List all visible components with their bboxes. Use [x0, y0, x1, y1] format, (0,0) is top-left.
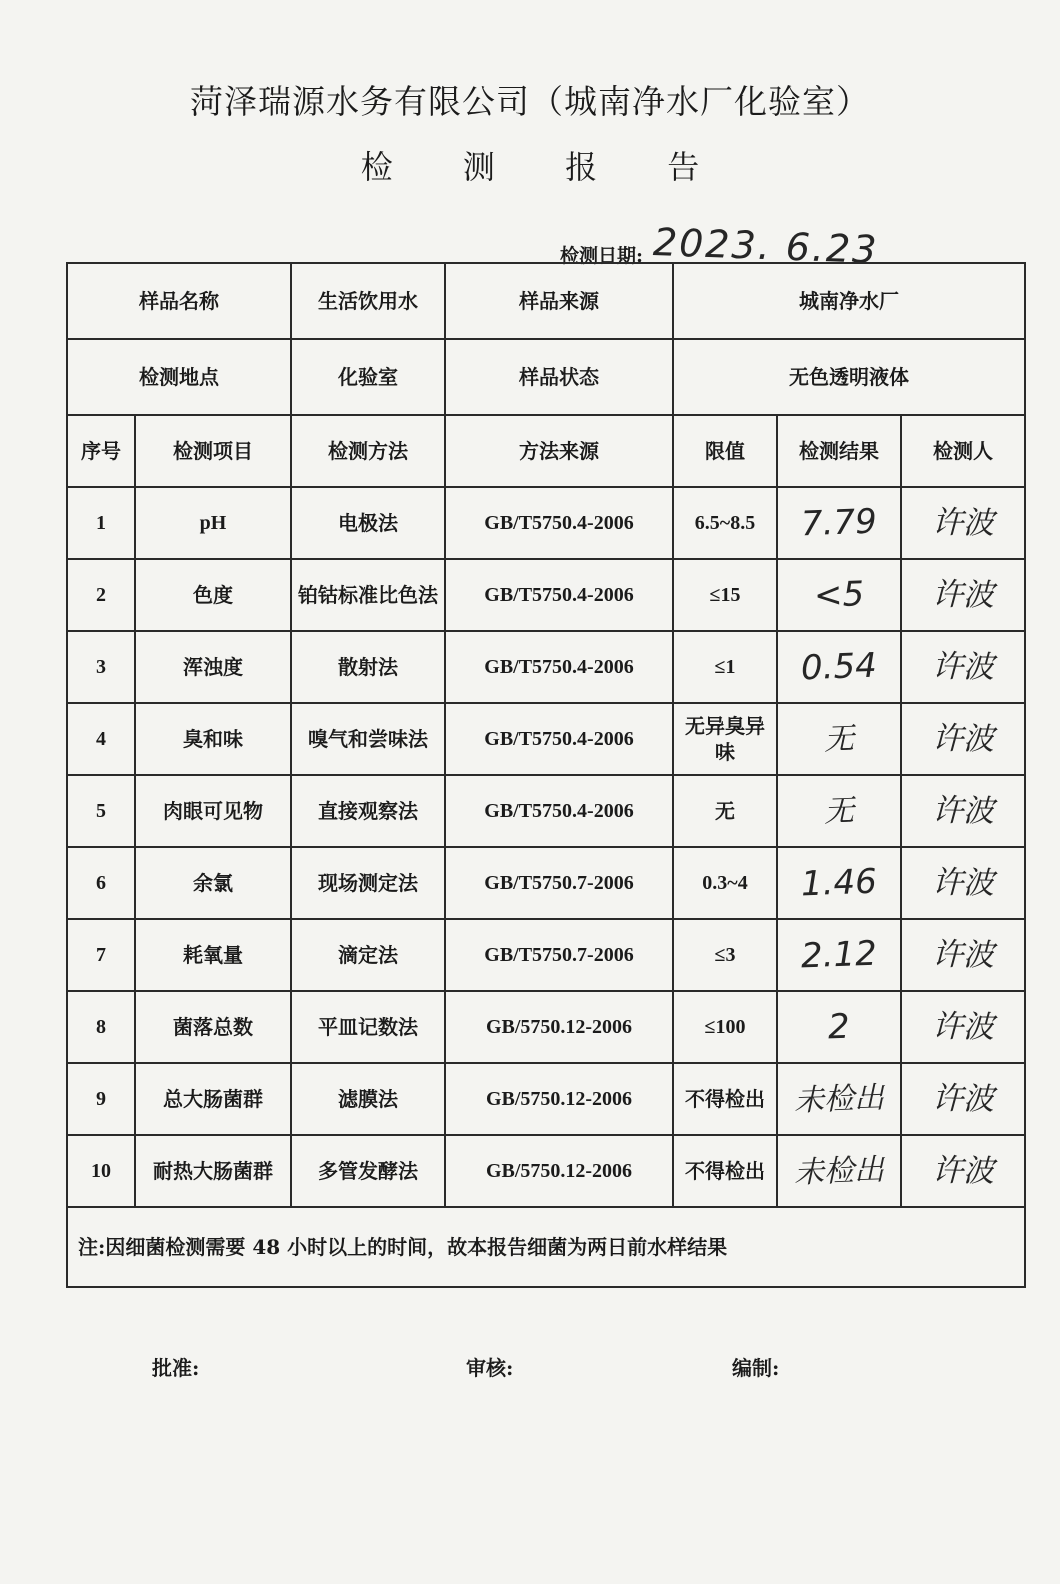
col-header-result: 检测结果	[777, 415, 901, 487]
row-method: 散射法	[291, 631, 445, 703]
row-item: 耐热大肠菌群	[135, 1135, 291, 1207]
table-row	[67, 991, 1025, 1063]
col-header-source: 方法来源	[445, 415, 673, 487]
test-date-label: 检测日期:	[560, 245, 644, 267]
row-no: 9	[67, 1063, 135, 1135]
test-date-row	[560, 218, 880, 272]
row-item: 耗氧量	[135, 919, 291, 991]
row-result-text: 无	[823, 792, 855, 830]
row-tester-text: 许波	[931, 576, 995, 614]
row-tester	[901, 703, 1025, 775]
row-result-text: 7.79	[800, 501, 878, 545]
row-limit: 6.5~8.5	[673, 487, 777, 559]
row-limit: ≤100	[673, 991, 777, 1063]
row-result	[777, 1063, 901, 1135]
row-item: 臭和味	[135, 703, 291, 775]
row-tester-text: 许波	[931, 1008, 995, 1046]
row-result	[777, 559, 901, 631]
row-result-text: 无	[823, 720, 855, 758]
sample-source-label: 样品来源	[445, 263, 673, 339]
row-method: 滤膜法	[291, 1063, 445, 1135]
row-source: GB/5750.12-2006	[445, 1135, 673, 1207]
sample-name-label: 样品名称	[67, 263, 291, 339]
table-row	[67, 847, 1025, 919]
info-row-1	[67, 263, 1025, 339]
row-result-text: 未检出	[793, 1151, 885, 1191]
row-source: GB/T5750.4-2006	[445, 631, 673, 703]
row-tester-text: 许波	[931, 1080, 995, 1118]
table-row	[67, 631, 1025, 703]
table-row	[67, 919, 1025, 991]
row-tester	[901, 775, 1025, 847]
row-item: pH	[135, 487, 291, 559]
review-label: 审核:	[466, 1356, 514, 1380]
report-title: 检 测 报 告	[360, 148, 730, 186]
test-date-value: 2023. 6.23	[652, 220, 880, 272]
col-header-no: 序号	[67, 415, 135, 487]
row-result-text: 未检出	[793, 1079, 885, 1119]
sample-source-value: 城南净水厂	[673, 263, 1025, 339]
info-row-2	[67, 339, 1025, 415]
row-source: GB/T5750.4-2006	[445, 775, 673, 847]
location-label: 检测地点	[67, 339, 291, 415]
row-method: 电极法	[291, 487, 445, 559]
row-tester-text: 许波	[931, 720, 995, 758]
row-tester-text: 许波	[931, 792, 995, 830]
table-row	[67, 559, 1025, 631]
row-limit: ≤3	[673, 919, 777, 991]
row-item: 肉眼可见物	[135, 775, 291, 847]
row-result	[777, 991, 901, 1063]
row-tester	[901, 1135, 1025, 1207]
approve-label: 批准:	[152, 1356, 200, 1380]
row-result-text: 1.46	[800, 861, 878, 905]
sample-state-value: 无色透明液体	[673, 339, 1025, 415]
col-header-method: 检测方法	[291, 415, 445, 487]
table-row	[67, 703, 1025, 775]
note-row	[67, 1207, 1025, 1287]
row-limit: 无异臭异味	[673, 703, 777, 775]
row-no: 2	[67, 559, 135, 631]
row-result	[777, 775, 901, 847]
row-no: 8	[67, 991, 135, 1063]
note-text: 注:因细菌检测需要 48 小时以上的时间，故本报告细菌为两日前水样结果	[67, 1207, 1025, 1287]
row-source: GB/T5750.4-2006	[445, 703, 673, 775]
row-result-text: 2	[827, 1006, 851, 1048]
row-no: 3	[67, 631, 135, 703]
row-tester-text: 许波	[931, 504, 995, 542]
row-tester	[901, 631, 1025, 703]
row-tester	[901, 847, 1025, 919]
report-table	[66, 262, 1026, 1288]
row-no: 5	[67, 775, 135, 847]
row-no: 6	[67, 847, 135, 919]
row-tester-text: 许波	[931, 936, 995, 974]
row-item: 余氯	[135, 847, 291, 919]
row-limit: 无	[673, 775, 777, 847]
row-result	[777, 1135, 901, 1207]
row-result	[777, 847, 901, 919]
row-method: 现场测定法	[291, 847, 445, 919]
row-limit: 不得检出	[673, 1063, 777, 1135]
row-no: 10	[67, 1135, 135, 1207]
row-source: GB/T5750.7-2006	[445, 919, 673, 991]
row-tester	[901, 487, 1025, 559]
row-limit: ≤15	[673, 559, 777, 631]
table-row	[67, 1135, 1025, 1207]
organization-title: 菏泽瑞源水务有限公司（城南净水厂化验室）	[190, 82, 870, 121]
row-method: 直接观察法	[291, 775, 445, 847]
table-row	[67, 775, 1025, 847]
row-tester	[901, 1063, 1025, 1135]
row-tester	[901, 919, 1025, 991]
column-header-row	[67, 415, 1025, 487]
row-limit: 0.3~4	[673, 847, 777, 919]
row-item: 总大肠菌群	[135, 1063, 291, 1135]
row-method: 滴定法	[291, 919, 445, 991]
row-method: 嗅气和尝味法	[291, 703, 445, 775]
row-result-text: <5	[813, 574, 865, 616]
col-header-limit: 限值	[673, 415, 777, 487]
row-item: 菌落总数	[135, 991, 291, 1063]
row-result	[777, 703, 901, 775]
row-no: 7	[67, 919, 135, 991]
row-limit: 不得检出	[673, 1135, 777, 1207]
table-row	[67, 1063, 1025, 1135]
row-method: 多管发酵法	[291, 1135, 445, 1207]
row-tester-text: 许波	[931, 648, 995, 686]
row-tester	[901, 559, 1025, 631]
prepare-label: 编制:	[732, 1356, 780, 1380]
location-value: 化验室	[291, 339, 445, 415]
row-result	[777, 919, 901, 991]
row-source: GB/T5750.7-2006	[445, 847, 673, 919]
row-source: GB/T5750.4-2006	[445, 487, 673, 559]
row-result-text: 0.54	[800, 645, 878, 689]
row-no: 4	[67, 703, 135, 775]
row-no: 1	[67, 487, 135, 559]
row-method: 平皿记数法	[291, 991, 445, 1063]
row-source: GB/T5750.4-2006	[445, 559, 673, 631]
col-header-tester: 检测人	[901, 415, 1025, 487]
sample-name-value: 生活饮用水	[291, 263, 445, 339]
row-result	[777, 631, 901, 703]
sample-state-label: 样品状态	[445, 339, 673, 415]
row-source: GB/5750.12-2006	[445, 991, 673, 1063]
row-tester-text: 许波	[931, 864, 995, 902]
row-tester	[901, 991, 1025, 1063]
row-item: 浑浊度	[135, 631, 291, 703]
row-method: 铂钴标准比色法	[291, 559, 445, 631]
row-tester-text: 许波	[931, 1152, 995, 1190]
row-item: 色度	[135, 559, 291, 631]
col-header-item: 检测项目	[135, 415, 291, 487]
row-result	[777, 487, 901, 559]
row-limit: ≤1	[673, 631, 777, 703]
row-result-text: 2.12	[800, 933, 878, 977]
table-row	[67, 487, 1025, 559]
row-source: GB/5750.12-2006	[445, 1063, 673, 1135]
